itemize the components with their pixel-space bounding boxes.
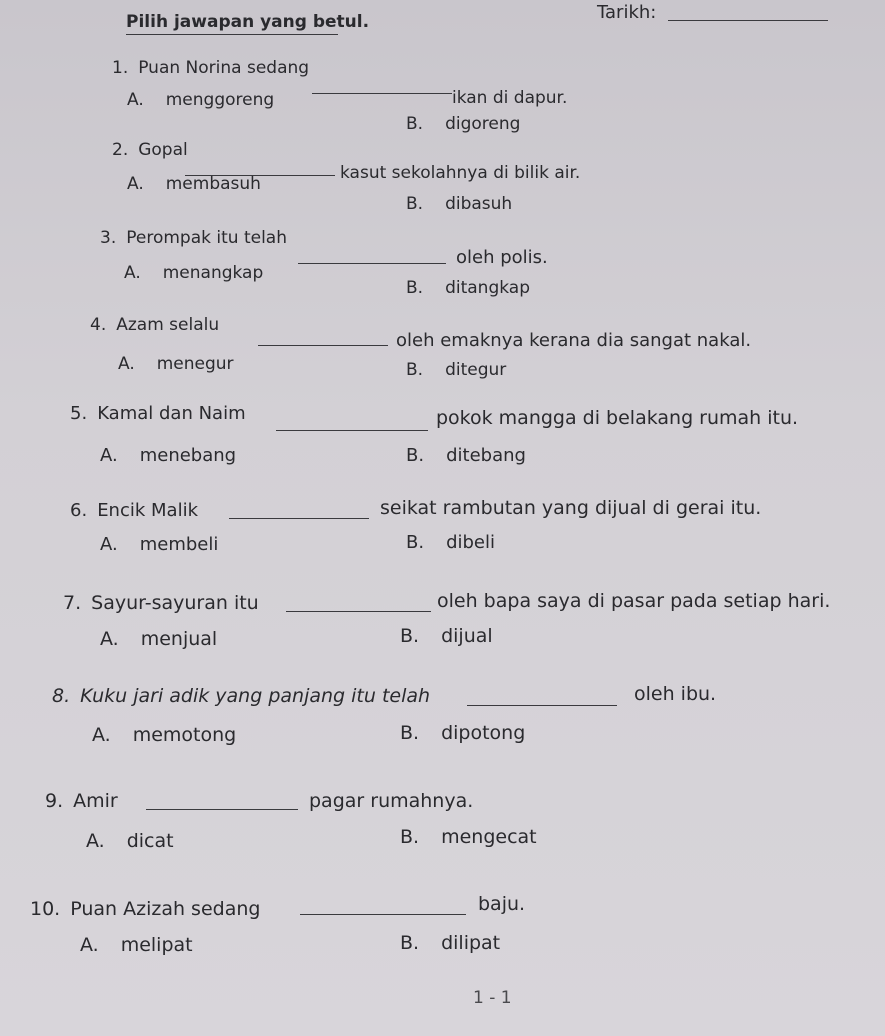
option-a[interactable]: A. menegur	[118, 354, 234, 374]
answer-blank[interactable]	[146, 809, 298, 810]
option-a[interactable]: A. membeli	[100, 534, 219, 555]
date-label: Tarikh:	[597, 2, 657, 23]
question-tail: oleh emaknya kerana dia sangat nakal.	[396, 330, 752, 351]
question-stem: 2. Gopal	[112, 140, 188, 160]
answer-blank[interactable]	[300, 914, 466, 915]
option-a[interactable]: A. memotong	[92, 724, 237, 746]
question-stem: 1. Puan Norina sedang	[112, 58, 310, 78]
option-a[interactable]: A. melipat	[80, 934, 193, 956]
question-stem: 8. Kuku jari adik yang panjang itu telah	[52, 685, 431, 707]
question-tail: pagar rumahnya.	[309, 790, 474, 812]
question-tail: oleh polis.	[456, 247, 548, 268]
question-stem: 10. Puan Azizah sedang	[30, 898, 261, 920]
option-b[interactable]: B. dijual	[400, 625, 493, 647]
question-tail: baju.	[478, 893, 526, 915]
option-b[interactable]: B. ditangkap	[406, 278, 530, 298]
question-tail: oleh bapa saya di pasar pada setiap hari.	[437, 590, 831, 612]
date-blank	[668, 20, 828, 21]
option-a[interactable]: A. membasuh	[127, 174, 261, 194]
question-tail: kasut sekolahnya di bilik air.	[340, 163, 581, 183]
answer-blank[interactable]	[229, 518, 369, 519]
answer-blank[interactable]	[467, 705, 617, 706]
question-tail: pokok mangga di belakang rumah itu.	[436, 407, 799, 429]
option-a[interactable]: A. menebang	[100, 445, 237, 466]
option-b[interactable]: B. ditebang	[406, 445, 526, 466]
option-b[interactable]: B. ditegur	[406, 360, 507, 380]
option-b[interactable]: B. digoreng	[406, 114, 521, 134]
question-stem: 6. Encik Malik	[70, 500, 198, 521]
question-stem: 7. Sayur-sayuran itu	[63, 592, 259, 614]
option-b[interactable]: B. dilipat	[400, 932, 501, 954]
question-stem: 5. Kamal dan Naim	[70, 403, 246, 424]
option-b[interactable]: B. dibasuh	[406, 194, 513, 214]
question-tail: oleh ibu.	[634, 683, 717, 705]
question-tail: ikan di dapur.	[452, 88, 568, 108]
option-a[interactable]: A. menggoreng	[127, 90, 275, 110]
option-a[interactable]: A. dicat	[86, 830, 174, 852]
instruction: Pilih jawapan yang betul.	[126, 12, 370, 32]
option-a[interactable]: A. menangkap	[124, 263, 264, 283]
answer-blank[interactable]	[276, 430, 428, 431]
option-b[interactable]: B. dipotong	[400, 722, 526, 744]
answer-blank[interactable]	[286, 611, 431, 612]
option-b[interactable]: B. mengecat	[400, 826, 537, 848]
question-stem: 3. Perompak itu telah	[100, 228, 287, 248]
answer-blank[interactable]	[298, 263, 446, 264]
option-b[interactable]: B. dibeli	[406, 532, 496, 553]
question-stem: 4. Azam selalu	[90, 315, 220, 335]
question-tail: seikat rambutan yang dijual di gerai itu.	[380, 497, 762, 519]
option-a[interactable]: A. menjual	[100, 628, 218, 650]
answer-blank[interactable]	[258, 345, 388, 346]
page-number: 1 - 1	[473, 988, 512, 1008]
question-stem: 9. Amir	[45, 790, 118, 812]
answer-blank[interactable]	[312, 93, 452, 94]
instruction-underline	[126, 34, 338, 35]
